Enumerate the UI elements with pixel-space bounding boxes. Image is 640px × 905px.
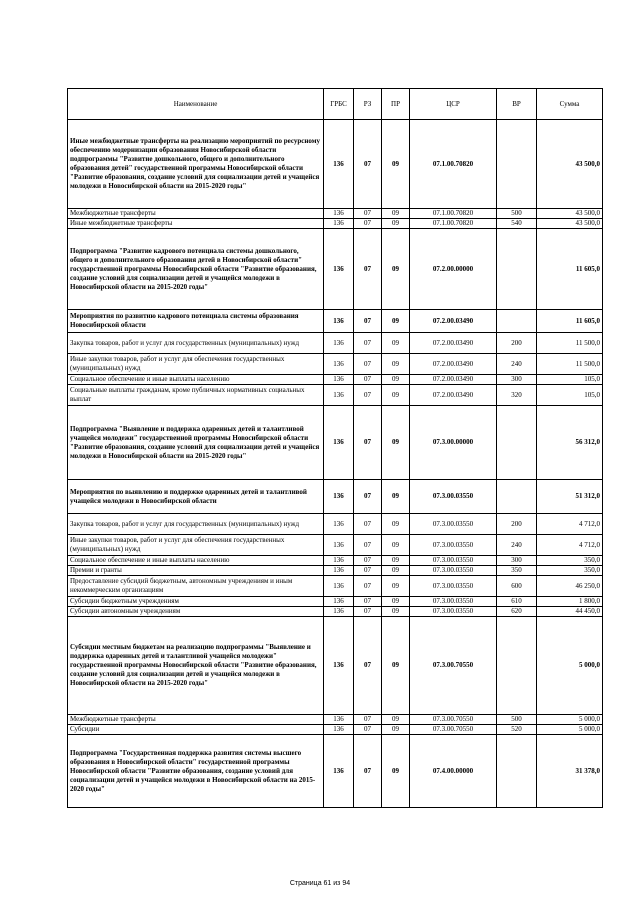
cell-pr: 09 xyxy=(382,219,410,229)
cell-vr: 540 xyxy=(497,219,537,229)
cell-vr xyxy=(497,480,537,514)
cell-sum: 31 378,0 xyxy=(537,735,603,808)
budget-table-sheet xyxy=(67,88,602,808)
cell-sum: 4 712,0 xyxy=(537,514,603,535)
cell-pr: 09 xyxy=(382,480,410,514)
cell-sum: 11 605,0 xyxy=(537,229,603,310)
cell-grbs: 136 xyxy=(324,535,354,556)
cell-name: Подпрограмма "Выявление и поддержка одаренных детей и талантливой учащейся молодежи" государственной программы Новосибирской области "Развитие образования, создание условий для социализации детей и учащейся молодежи в Новосибирской области на 2015-2020 годы" xyxy=(68,406,324,480)
cell-name: Иные закупки товаров, работ и услуг для обеспечения государственных (муниципальных) нужд xyxy=(68,354,324,375)
cell-sum: 43 500,0 xyxy=(537,120,603,209)
cell-name: Подпрограмма "Развитие кадрового потенциала системы дошкольного, общего и дополнительного образования детей в Новосибирской области" государственной программы Новосибирской области "Развитие образования, создание условий для социализации детей и учащейся молодежи в Новосибирской области на 2015-2020 годы" xyxy=(68,229,324,310)
cell-pr: 09 xyxy=(382,310,410,333)
cell-vr: 350 xyxy=(497,566,537,576)
cell-rz: 07 xyxy=(354,354,382,375)
cell-grbs: 136 xyxy=(324,219,354,229)
cell-vr: 610 xyxy=(497,597,537,607)
table-row xyxy=(68,617,603,715)
cell-csr: 07.3.00.70550 xyxy=(410,617,497,715)
cell-vr xyxy=(497,617,537,715)
cell-csr: 07.2.00.03490 xyxy=(410,333,497,354)
cell-rz: 07 xyxy=(354,607,382,617)
cell-rz: 07 xyxy=(354,480,382,514)
cell-rz: 07 xyxy=(354,617,382,715)
budget-table xyxy=(67,88,603,808)
cell-pr: 09 xyxy=(382,725,410,735)
table-row xyxy=(68,333,603,354)
cell-name: Мероприятия по развитию кадрового потенциала системы образования Новосибирской области xyxy=(68,310,324,333)
cell-sum: 5 000,0 xyxy=(537,617,603,715)
cell-sum: 105,0 xyxy=(537,375,603,385)
cell-rz: 07 xyxy=(354,229,382,310)
cell-name: Социальное обеспечение и иные выплаты населению xyxy=(68,375,324,385)
cell-name: Подпрограмма "Государственная поддержка развития системы высшего образования в Новосибирской области" государственной программы Новосибирской области "Развитие образования, создание условий для социализации детей и учащейся молодежи в Новосибирской области на 2015-2020 годы" xyxy=(68,735,324,808)
cell-csr: 07.3.00.03550 xyxy=(410,607,497,617)
cell-sum: 44 450,0 xyxy=(537,607,603,617)
cell-vr: 320 xyxy=(497,385,537,406)
cell-grbs: 136 xyxy=(324,375,354,385)
table-row xyxy=(68,209,603,219)
cell-name: Субсидии автономным учреждениям xyxy=(68,607,324,617)
cell-sum: 5 000,0 xyxy=(537,715,603,725)
table-row xyxy=(68,385,603,406)
cell-sum: 1 800,0 xyxy=(537,597,603,607)
cell-rz: 07 xyxy=(354,735,382,808)
cell-grbs: 136 xyxy=(324,566,354,576)
table-row xyxy=(68,607,603,617)
cell-csr: 07.3.00.70550 xyxy=(410,715,497,725)
cell-pr: 09 xyxy=(382,385,410,406)
cell-vr: 300 xyxy=(497,375,537,385)
cell-grbs: 136 xyxy=(324,735,354,808)
cell-pr: 09 xyxy=(382,617,410,715)
table-row xyxy=(68,375,603,385)
cell-rz: 07 xyxy=(354,715,382,725)
cell-rz: 07 xyxy=(354,375,382,385)
header-csr: ЦСР xyxy=(410,89,497,120)
table-row xyxy=(68,535,603,556)
cell-vr: 300 xyxy=(497,556,537,566)
cell-sum: 5 000,0 xyxy=(537,725,603,735)
cell-grbs: 136 xyxy=(324,725,354,735)
table-row xyxy=(68,480,603,514)
cell-sum: 350,0 xyxy=(537,556,603,566)
table-row xyxy=(68,735,603,808)
cell-grbs: 136 xyxy=(324,229,354,310)
cell-name: Иные межбюджетные трансферты на реализацию мероприятий по ресурсному обеспечению модернизации образования Новосибирской области подпрограммы "Развитие дошкольного, общего и дополнительного образования детей" государственной программы Новосибирской области "Развитие образования, создание условий для социализации детей и учащейся молодежи в Новосибирской области на 2015-2020 годы" xyxy=(68,120,324,209)
cell-pr: 09 xyxy=(382,354,410,375)
cell-vr: 200 xyxy=(497,514,537,535)
cell-name: Иные закупки товаров, работ и услуг для обеспечения государственных (муниципальных) нужд xyxy=(68,535,324,556)
cell-rz: 07 xyxy=(354,406,382,480)
cell-pr: 09 xyxy=(382,209,410,219)
cell-csr: 07.2.00.03490 xyxy=(410,310,497,333)
cell-vr: 240 xyxy=(497,354,537,375)
cell-csr: 07.2.00.03490 xyxy=(410,385,497,406)
cell-grbs: 136 xyxy=(324,354,354,375)
cell-vr: 620 xyxy=(497,607,537,617)
cell-vr xyxy=(497,406,537,480)
cell-name: Премии и гранты xyxy=(68,566,324,576)
cell-vr xyxy=(497,229,537,310)
cell-pr: 09 xyxy=(382,514,410,535)
cell-vr xyxy=(497,735,537,808)
cell-sum: 11 605,0 xyxy=(537,310,603,333)
cell-vr: 240 xyxy=(497,535,537,556)
cell-csr: 07.2.00.03490 xyxy=(410,375,497,385)
cell-pr: 09 xyxy=(382,375,410,385)
header-rz: РЗ xyxy=(354,89,382,120)
table-row xyxy=(68,354,603,375)
table-header-row xyxy=(68,89,603,120)
cell-grbs: 136 xyxy=(324,607,354,617)
table-row xyxy=(68,597,603,607)
cell-name: Социальное обеспечение и иные выплаты населению xyxy=(68,556,324,566)
cell-vr: 200 xyxy=(497,333,537,354)
cell-name: Мероприятия по выявлению и поддержке одаренных детей и талантливой учащейся молодежи в Новосибирской области xyxy=(68,480,324,514)
cell-name: Субсидии xyxy=(68,725,324,735)
cell-rz: 07 xyxy=(354,566,382,576)
cell-grbs: 136 xyxy=(324,514,354,535)
header-grbs: ГРБС xyxy=(324,89,354,120)
cell-pr: 09 xyxy=(382,556,410,566)
cell-rz: 07 xyxy=(354,535,382,556)
cell-grbs: 136 xyxy=(324,715,354,725)
cell-csr: 07.1.00.70820 xyxy=(410,209,497,219)
cell-pr: 09 xyxy=(382,333,410,354)
header-pr: ПР xyxy=(382,89,410,120)
cell-sum: 43 500,0 xyxy=(537,219,603,229)
cell-pr: 09 xyxy=(382,576,410,597)
cell-pr: 09 xyxy=(382,597,410,607)
cell-name: Иные межбюджетные трансферты xyxy=(68,219,324,229)
cell-csr: 07.4.00.00000 xyxy=(410,735,497,808)
cell-vr xyxy=(497,120,537,209)
cell-sum: 105,0 xyxy=(537,385,603,406)
table-row xyxy=(68,229,603,310)
cell-vr: 500 xyxy=(497,715,537,725)
cell-csr: 07.3.00.03550 xyxy=(410,514,497,535)
cell-csr: 07.3.00.03550 xyxy=(410,556,497,566)
cell-name: Закупка товаров, работ и услуг для государственных (муниципальных) нужд xyxy=(68,514,324,535)
cell-rz: 07 xyxy=(354,514,382,535)
table-row xyxy=(68,219,603,229)
cell-rz: 07 xyxy=(354,333,382,354)
page-footer: Страница 61 из 94 xyxy=(289,880,351,887)
cell-rz: 07 xyxy=(354,385,382,406)
cell-csr: 07.3.00.03550 xyxy=(410,597,497,607)
cell-csr: 07.1.00.70820 xyxy=(410,120,497,209)
cell-grbs: 136 xyxy=(324,576,354,597)
cell-rz: 07 xyxy=(354,209,382,219)
cell-vr: 600 xyxy=(497,576,537,597)
cell-name: Предоставление субсидий бюджетным, автономным учреждениям и иным некоммерческим организациям xyxy=(68,576,324,597)
cell-csr: 07.3.00.70550 xyxy=(410,725,497,735)
table-row xyxy=(68,514,603,535)
cell-name: Закупка товаров, работ и услуг для государственных (муниципальных) нужд xyxy=(68,333,324,354)
cell-name: Субсидии местным бюджетам на реализацию подпрограммы "Выявление и поддержка одаренных детей и талантливой учащейся молодежи" государственной программы Новосибирской области "Развитие образования, создание условий для социализации детей и учащейся молодежи в Новосибирской области на 2015-2020 годы" xyxy=(68,617,324,715)
table-row xyxy=(68,556,603,566)
cell-grbs: 136 xyxy=(324,597,354,607)
cell-csr: 07.2.00.03490 xyxy=(410,354,497,375)
cell-rz: 07 xyxy=(354,556,382,566)
cell-pr: 09 xyxy=(382,607,410,617)
cell-pr: 09 xyxy=(382,406,410,480)
cell-csr: 07.3.00.03550 xyxy=(410,576,497,597)
cell-rz: 07 xyxy=(354,219,382,229)
cell-csr: 07.1.00.70820 xyxy=(410,219,497,229)
cell-sum: 56 312,0 xyxy=(537,406,603,480)
table-row xyxy=(68,566,603,576)
cell-pr: 09 xyxy=(382,715,410,725)
cell-name: Межбюджетные трансферты xyxy=(68,715,324,725)
cell-sum: 43 500,0 xyxy=(537,209,603,219)
cell-sum: 11 500,0 xyxy=(537,333,603,354)
cell-rz: 07 xyxy=(354,576,382,597)
cell-grbs: 136 xyxy=(324,556,354,566)
cell-vr: 520 xyxy=(497,725,537,735)
cell-pr: 09 xyxy=(382,735,410,808)
cell-pr: 09 xyxy=(382,566,410,576)
cell-pr: 09 xyxy=(382,229,410,310)
cell-sum: 51 312,0 xyxy=(537,480,603,514)
cell-grbs: 136 xyxy=(324,209,354,219)
cell-csr: 07.3.00.03550 xyxy=(410,535,497,556)
cell-grbs: 136 xyxy=(324,120,354,209)
cell-pr: 09 xyxy=(382,535,410,556)
cell-sum: 11 500,0 xyxy=(537,354,603,375)
header-name: Наименование xyxy=(68,89,324,120)
cell-pr: 09 xyxy=(382,120,410,209)
cell-csr: 07.2.00.00000 xyxy=(410,229,497,310)
cell-grbs: 136 xyxy=(324,385,354,406)
cell-rz: 07 xyxy=(354,120,382,209)
cell-name: Межбюджетные трансферты xyxy=(68,209,324,219)
table-row xyxy=(68,715,603,725)
header-vr: ВР xyxy=(497,89,537,120)
cell-csr: 07.3.00.03550 xyxy=(410,480,497,514)
cell-rz: 07 xyxy=(354,597,382,607)
cell-name: Субсидии бюджетным учреждениям xyxy=(68,597,324,607)
cell-grbs: 136 xyxy=(324,333,354,354)
cell-grbs: 136 xyxy=(324,480,354,514)
cell-sum: 4 712,0 xyxy=(537,535,603,556)
cell-grbs: 136 xyxy=(324,310,354,333)
cell-vr: 500 xyxy=(497,209,537,219)
cell-sum: 350,0 xyxy=(537,566,603,576)
header-sum: Сумма xyxy=(537,89,603,120)
table-row xyxy=(68,725,603,735)
table-row xyxy=(68,310,603,333)
cell-rz: 07 xyxy=(354,310,382,333)
cell-name: Социальные выплаты гражданам, кроме публичных нормативных социальных выплат xyxy=(68,385,324,406)
table-row xyxy=(68,406,603,480)
table-row xyxy=(68,576,603,597)
cell-csr: 07.3.00.00000 xyxy=(410,406,497,480)
cell-vr xyxy=(497,310,537,333)
cell-grbs: 136 xyxy=(324,406,354,480)
cell-sum: 46 250,0 xyxy=(537,576,603,597)
table-row xyxy=(68,120,603,209)
cell-csr: 07.3.00.03550 xyxy=(410,566,497,576)
cell-grbs: 136 xyxy=(324,617,354,715)
cell-rz: 07 xyxy=(354,725,382,735)
